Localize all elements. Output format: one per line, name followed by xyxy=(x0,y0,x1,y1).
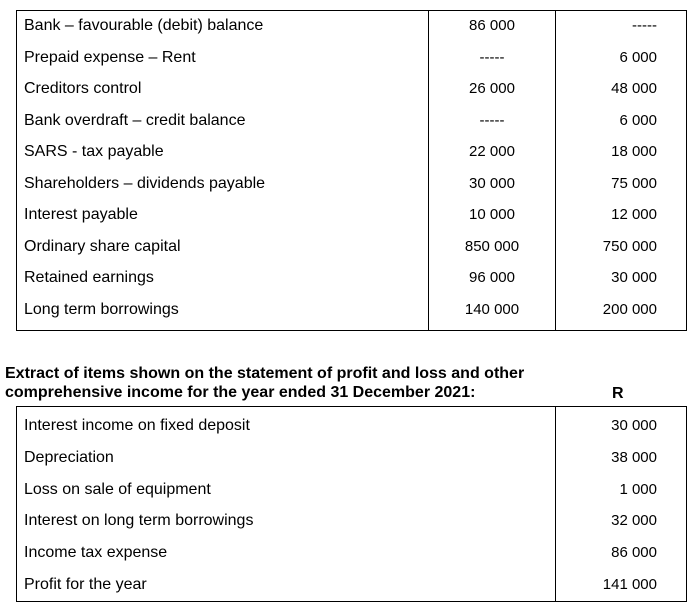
item-label: Long term borrowings xyxy=(24,300,179,318)
table-row xyxy=(0,442,695,473)
table-row xyxy=(0,199,695,230)
extract-heading-line1: Extract of items shown on the statement of profit and loss and other xyxy=(5,365,525,382)
item-label: Creditors control xyxy=(24,80,142,97)
table-row xyxy=(0,73,695,104)
item-label: Ordinary share capital xyxy=(24,237,181,255)
item-label: Interest income on fixed deposit xyxy=(24,417,250,434)
item-label: Income tax expense xyxy=(24,544,168,561)
amount: 86 000 xyxy=(611,544,657,561)
table-row xyxy=(0,105,695,136)
item-label: Prepaid expense – Rent xyxy=(24,48,196,66)
value-2021: 22 000 xyxy=(469,143,515,160)
value-2020: 12 000 xyxy=(611,206,657,223)
value-2021: 96 000 xyxy=(469,269,515,286)
amount: 30 000 xyxy=(611,417,657,434)
value-2020: 48 000 xyxy=(611,80,657,97)
table-row xyxy=(0,231,695,262)
table-row xyxy=(0,569,695,600)
extract-heading xyxy=(5,364,524,402)
item-label: Interest payable xyxy=(24,206,138,223)
amount: 38 000 xyxy=(611,449,657,466)
value-2021: 26 000 xyxy=(469,80,515,97)
table-row xyxy=(0,10,695,41)
amount: 141 000 xyxy=(602,576,657,593)
table-row xyxy=(0,537,695,568)
value-2020: 6 000 xyxy=(619,48,657,66)
value-2020: ----- xyxy=(632,17,657,34)
item-label: Interest on long term borrowings xyxy=(24,512,254,529)
value-2021: 30 000 xyxy=(469,174,515,192)
item-label: Loss on sale of equipment xyxy=(24,481,211,498)
value-2021: 850 000 xyxy=(464,237,520,255)
table-row xyxy=(0,410,695,441)
item-label: Bank – favourable (debit) balance xyxy=(24,17,264,34)
table-row xyxy=(0,294,695,325)
value-2021: ----- xyxy=(479,48,505,66)
currency-header: R xyxy=(612,385,624,402)
value-2020: 6 000 xyxy=(619,111,657,129)
table-row xyxy=(0,168,695,199)
value-2021: 10 000 xyxy=(469,206,515,223)
value-2020: 18 000 xyxy=(611,143,657,160)
item-label: SARS - tax payable xyxy=(24,143,164,160)
item-label: Retained earnings xyxy=(24,269,154,286)
table-row xyxy=(0,42,695,73)
value-2021: 86 000 xyxy=(469,17,515,34)
table-row xyxy=(0,262,695,293)
table-row xyxy=(0,505,695,536)
item-label: Profit for the year xyxy=(24,576,147,593)
table-row xyxy=(0,136,695,167)
value-2020: 200 000 xyxy=(602,300,657,318)
value-2020: 750 000 xyxy=(602,237,657,255)
value-2021: 140 000 xyxy=(464,300,520,318)
amount: 1 000 xyxy=(619,481,657,498)
amount: 32 000 xyxy=(611,512,657,529)
table-row xyxy=(0,474,695,505)
extract-heading-line2: comprehensive income for the year ended 31 December 2021: xyxy=(5,384,476,401)
value-2020: 75 000 xyxy=(611,174,657,192)
item-label: Shareholders – dividends payable xyxy=(24,174,266,192)
value-2020: 30 000 xyxy=(611,269,657,286)
item-label: Bank overdraft – credit balance xyxy=(24,111,246,129)
item-label: Depreciation xyxy=(24,449,114,466)
value-2021: ----- xyxy=(479,111,505,129)
